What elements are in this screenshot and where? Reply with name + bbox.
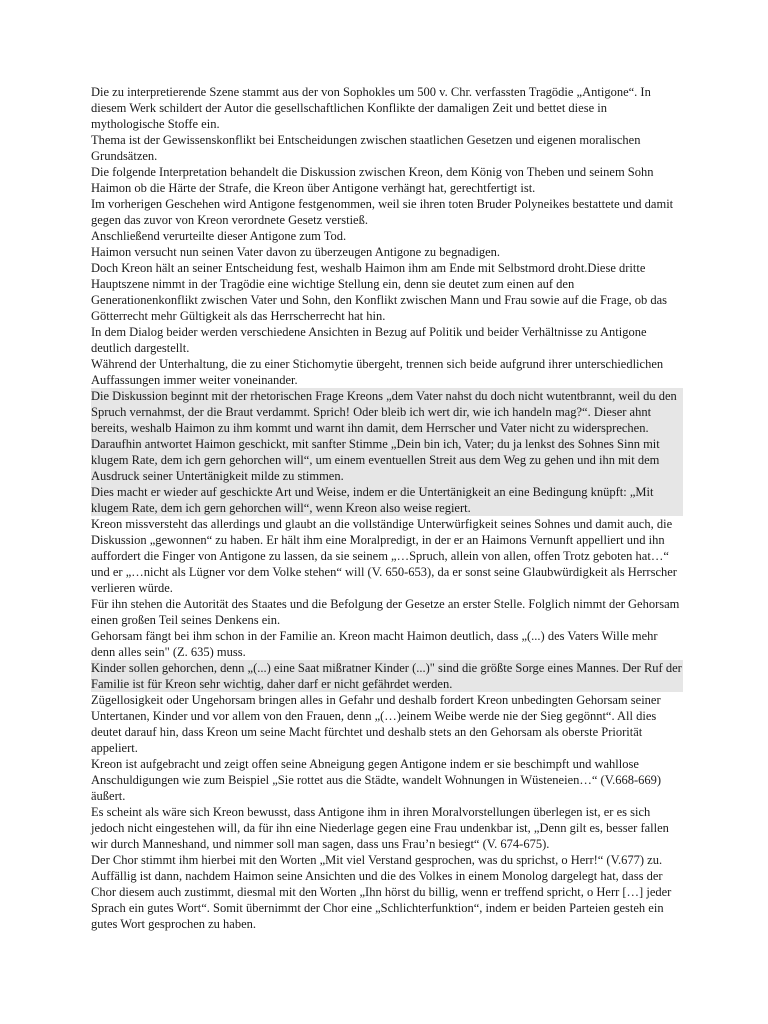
paragraph: Auffällig ist dann, nachdem Haimon seine Ansichten und die des Volkes in einem Monolog dargelegt hat, dass der Chor diesem auch zustimmt, diesmal mit den Worten „Ihn hörst du billig, wenn er treffend spricht, o Herr […] jeder Sprach ein gutes Wort“. Somit übernimmt der Chor eine „Schlichterfunktion“, indem er beiden Parteien gesteh ein gutes Wort gesprochen zu haben. <box>91 869 672 931</box>
paragraph: Der Chor stimmt ihm hierbei mit den Worten „Mit viel Verstand gesprochen, was du sprichst, o Herr!“ (V.677) zu. <box>91 853 663 867</box>
paragraph: Es scheint als wäre sich Kreon bewusst, dass Antigone ihm in ihren Moralvorstellungen überlegen ist, er es sich jedoch nicht eingestehen will, da für ihn eine Niederlage gegen eine Frau undenkbar ist, „Denn gilt es, besser fallen wir durch Manneshand, und nimmer soll man sagen, dass uns Frau’n besiegt“ (V. 674-675). <box>91 805 669 851</box>
paragraph: Thema ist der Gewissenskonflikt bei Entscheidungen zwischen staatlichen Gesetzen und eigenen moralischen Grundsätzen. <box>91 133 641 163</box>
paragraph: Während der Unterhaltung, die zu einer Stichomytie übergeht, trennen sich beide aufgrund ihrer unterschiedlichen Auffassungen immer weiter voneinander. <box>91 357 664 387</box>
paragraph: Kreon missversteht das allerdings und glaubt an die vollständige Unterwürfigkeit seines Sohnes und damit auch, die Diskussion „gewonnen“ zu haben. Er hält ihm eine Moralpredigt, in der er an Haimons Vernunft appelliert und ihn auffordert die Finger von Antigone zu lassen, da sie seinem „…Spruch, allein von allen, offen Trotz geboten hat…“ und er „…nicht als Lügner vor dem Volke stehen“ will (V. 650-653), da er sonst seine Glaubwürdigkeit als Herrscher verlieren würde. <box>91 517 677 595</box>
paragraph: Gehorsam fängt bei ihm schon in der Familie an. Kreon macht Haimon deutlich, dass „(...) des Vaters Wille mehr denn alles sein" (Z. 635) muss. <box>91 629 658 659</box>
document-page <box>91 84 683 932</box>
paragraph: Doch Kreon hält an seiner Entscheidung fest, weshalb Haimon ihm am Ende mit Selbstmord droht.Diese dritte Hauptszene nimmt in der Tragödie eine wichtige Stellung ein, denn sie deutet zum einen auf den Generationenkonflikt zwischen Vater und Sohn, den Konflikt zwischen Mann und Frau sowie auf die Frage, ob das Götterrecht mehr Gültigkeit als das Herrscherrecht hat hin. <box>91 261 668 323</box>
paragraph: Für ihn stehen die Autorität des Staates und die Befolgung der Gesetze an erster Stelle. Folglich nimmt der Gehorsam einen großen Teil seines Denkens ein. <box>91 597 680 627</box>
paragraph: In dem Dialog beider werden verschiedene Ansichten in Bezug auf Politik und beider Verhältnisse zu Antigone deutlich dargestellt. <box>91 325 647 355</box>
highlighted-paragraph: Kinder sollen gehorchen, denn „(...) eine Saat mißratner Kinder (...)" sind die größte Sorge eines Mannes. Der Ruf der Familie ist für Kreon sehr wichtig, daher darf er nicht gefährdet werden. <box>91 661 682 691</box>
highlighted-paragraph: Dies macht er wieder auf geschickte Art und Weise, indem er die Untertänigkeit an eine Bedingung knüpft: „Mit klugem Rate, dem ich gern gehorchen will“, wenn Kreon also weise regiert. <box>91 484 683 516</box>
paragraph: Die folgende Interpretation behandelt die Diskussion zwischen Kreon, dem König von Theben und seinem Sohn Haimon ob die Härte der Strafe, die Kreon über Antigone verhängt hat, gerechtfertigt ist. <box>91 165 654 195</box>
paragraph: Zügellosigkeit oder Ungehorsam bringen alles in Gefahr und deshalb fordert Kreon unbedingten Gehorsam seiner Untertanen, Kinder und vor allem von den Frauen, denn „(…)einem Weibe werde nie der Sieg gegönnt“. All dies deutet darauf hin, dass Kreon um seine Macht fürchtet und deshalb stets an den Gehorsam als oberste Priorität appeliert. <box>91 693 661 755</box>
paragraph: Haimon versucht nun seinen Vater davon zu überzeugen Antigone zu begnadigen. <box>91 245 501 259</box>
paragraph: Im vorherigen Geschehen wird Antigone festgenommen, weil sie ihren toten Bruder Polyneikes bestattete und damit gegen das zuvor von Kreon verordnete Gesetz verstieß. <box>91 197 674 227</box>
paragraph: Kreon ist aufgebracht und zeigt offen seine Abneigung gegen Antigone indem er sie beschimpft und wahllose Anschuldigungen wie zum Beispiel „Sie rottet aus die Städte, wandelt Wohnungen in Wüsteneien…“ (V.668-669) äußert. <box>91 757 662 803</box>
paragraph: Anschließend verurteilte dieser Antigone zum Tod. <box>91 229 347 243</box>
highlighted-paragraph: Die Diskussion beginnt mit der rhetorischen Frage Kreons „dem Vater nahst du doch nicht wutentbrannt, weil du den Spruch vernahmst, der die Braut verdammt. Sprich! Oder bleib ich wert dir, wie ich handeln mag?“. Dieser ahnt bereits, weshalb Haimon zu ihm kommt und warnt ihn damit, dem Herrscher und Vater nicht zu widersprechen. Daraufhin antwortet Haimon geschickt, mit sanfter Stimme „Dein bin ich, Vater; du ja lenkst des Sohnes Sinn mit klugem Rate, dem ich gern gehorchen will“, um einem eventuellen Streit aus dem Weg zu gehen und ihn mit dem Ausdruck seiner Untertänigkeit milde zu stimmen. <box>91 388 683 484</box>
paragraph: Die zu interpretierende Szene stammt aus der von Sophokles um 500 v. Chr. verfassten Tragödie „Antigone“. In diesem Werk schildert der Autor die gesellschaftlichen Konflikte der damaligen Zeit und bettet diese in mythologische Stoffe ein. <box>91 85 651 131</box>
